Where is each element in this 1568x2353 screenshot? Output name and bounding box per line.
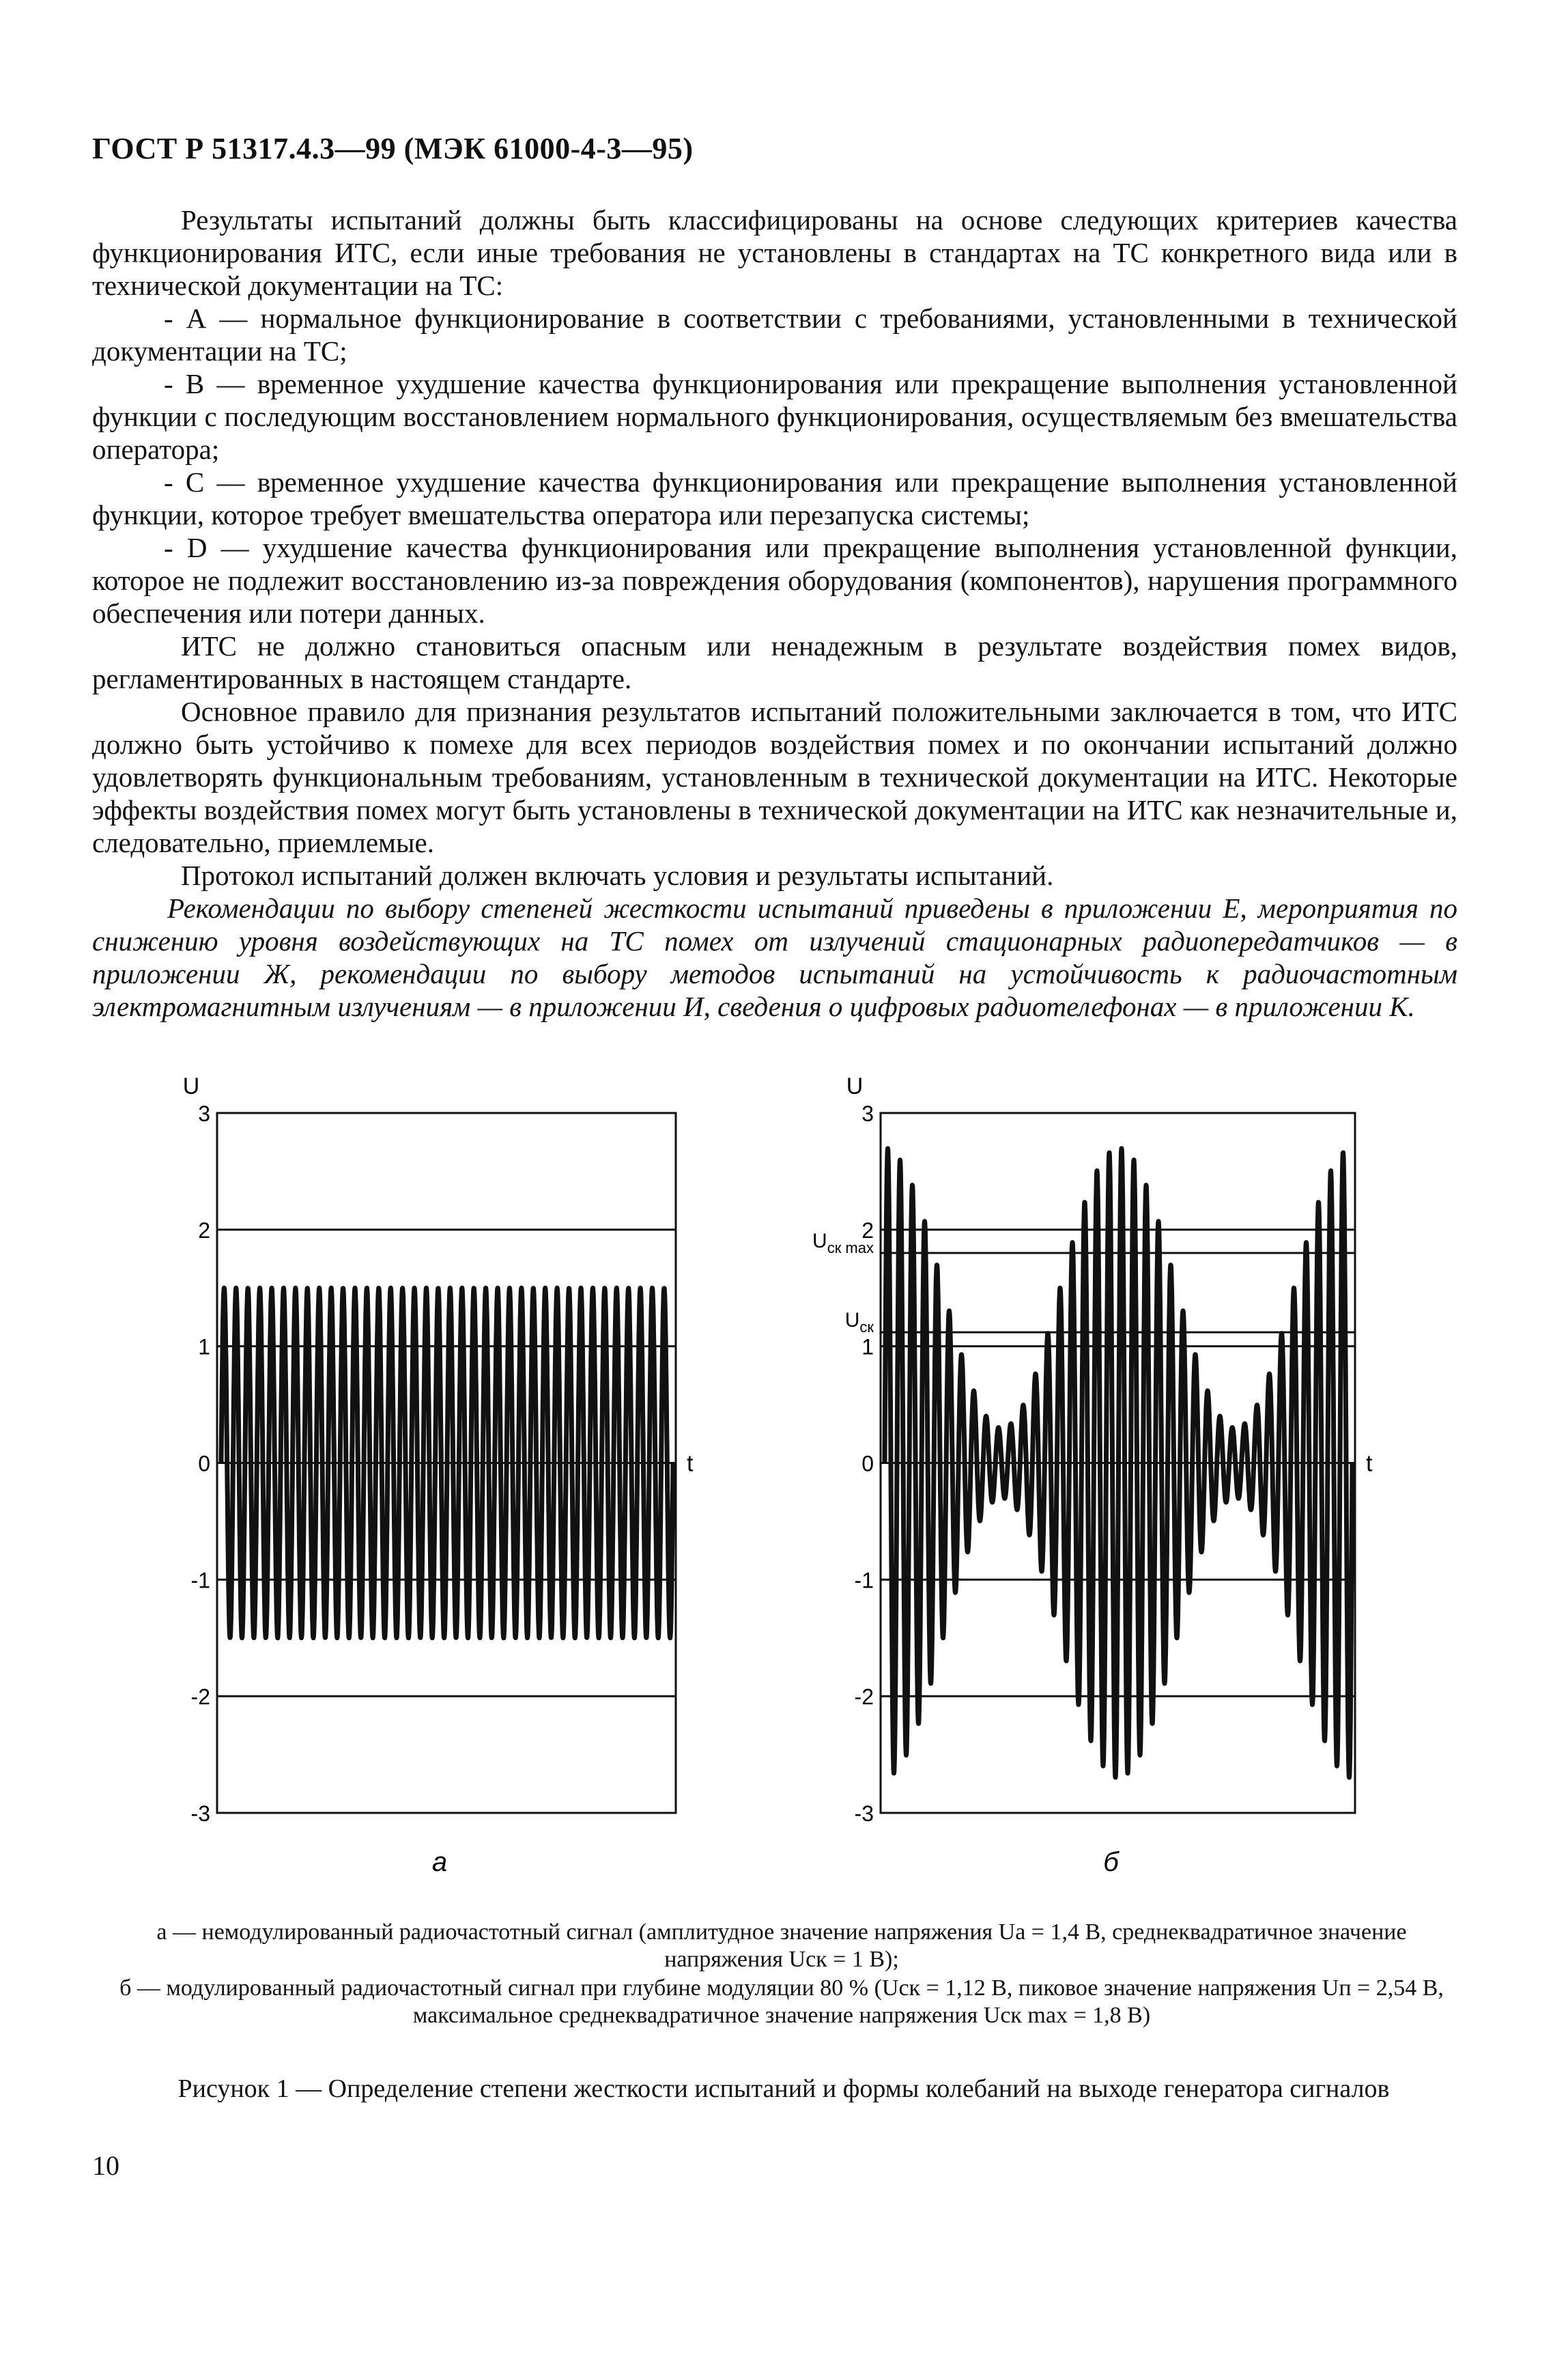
- figure-note-a: а — немодулированный радиочастотный сигнал (амплитудное значение напряжения Uа = 1,4 В, среднеквадратичное значение напряжения Uск = 1 В);: [156, 1919, 1407, 1972]
- paragraph-protocol: Протокол испытаний должен включать условия и результаты испытаний.: [181, 860, 1054, 891]
- panel-b-xlabel: t: [1366, 1450, 1373, 1477]
- panel-a-label: а: [431, 1847, 448, 1877]
- panel-b-reference-label: $U_{ск max}$: [812, 1230, 874, 1256]
- panel-a-tick-label: 0: [198, 1451, 210, 1476]
- figure-title: Рисунок 1 — Определение степени жесткости испытаний и формы колебаний на выходе генератора сигналов: [177, 2074, 1390, 2103]
- paragraph-criterion-c: - С — временное ухудшение качества функционирования или прекращение выполнения установленной функции, которое требует вмешательства оператора или перезапуска системы;: [92, 466, 1457, 531]
- panel-b-tick-label: 3: [861, 1101, 874, 1126]
- panel-b-tick-label: 1: [861, 1334, 874, 1359]
- document-header: ГОСТ Р 51317.4.3—99 (МЭК 61000-4-3—95): [92, 132, 694, 165]
- panel-b-reference-label: $U_{ск}$: [844, 1309, 874, 1336]
- page-number: 10: [92, 2150, 119, 2181]
- figure-1: [0, 1052, 1568, 1877]
- panel-a-xlabel: t: [687, 1450, 694, 1477]
- panel-a-tick-label: 1: [198, 1334, 210, 1359]
- panel-a-tick-label: -2: [190, 1685, 210, 1710]
- paragraph-criterion-b: - В — временное ухудшение качества функционирования или прекращение выполнения установленной функции с последующим восстановлением нормального функционирования, осуществляемым без вмешательства оператора;: [92, 368, 1457, 465]
- panel-a-waveform: [221, 1288, 673, 1638]
- paragraph-recommendations: Рекомендации по выбору степеней жесткости испытаний приведены в приложении Е, мероприятия по снижению уровня воздействующих на ТС помех от излучений стационарных радиопередатчиков — в приложении Ж, рекомендации по выбору методов испытаний на устойчивость к радиочастотным электромагнитным излучениям — в приложении И, сведения о цифровых радиотелефонах — в приложении К.: [92, 892, 1457, 1022]
- paragraph-criteria-intro: Результаты испытаний должны быть классифицированы на основе следующих критериев качества функционирования ИТС, если иные требования не установлены в стандартах на ТС конкретного вида или в технической документации на ТС:: [92, 204, 1457, 301]
- panel-b-tick-label: -2: [854, 1685, 874, 1710]
- figure-1-svg: [0, 1052, 1568, 1877]
- panel-a-tick-label: -3: [190, 1801, 210, 1826]
- panel-a-tick-label: 2: [198, 1217, 210, 1243]
- panel-a-ylabel: U: [182, 1073, 200, 1099]
- panel-a-tick-label: 3: [198, 1101, 210, 1126]
- figure-note-b: б — модулированный радиочастотный сигнал при глубине модуляции 80 % (Uск = 1,12 В, пиковое значение напряжения Uп = 2,54 В, максимальное среднеквадратичное значение напряжения Uск max = 1,8 В): [119, 1975, 1444, 2028]
- panel-b-ylabel: U: [846, 1073, 864, 1099]
- panel-a-tick-label: -1: [190, 1568, 210, 1593]
- panel-b-tick-label: 2: [861, 1217, 874, 1243]
- figure-notes: [96, 1919, 1468, 2031]
- paragraph-main-rule: Основное правило для признания результатов испытаний положительными заключается в том, что ИТС должно быть устойчиво к помехе для всех периодов воздействия помех и по окончании испытаний должно удовлетворять функциональным требованиям, установленным в технической документации на ИТС. Некоторые эффекты воздействия помех могут быть установлены в технической документации на ИТС как незначительные и, следовательно, приемлемые.: [92, 696, 1457, 858]
- panel-b-tick-label: -1: [854, 1568, 874, 1593]
- panel-b-label: б: [1103, 1847, 1119, 1877]
- panel-b-tick-label: 0: [861, 1451, 874, 1476]
- body-text: [92, 203, 1457, 1023]
- paragraph-safety: ИТС не должно становиться опасным или ненадежным в результате воздействия помех видов, регламентированных в настоящем стандарте.: [92, 630, 1457, 694]
- panel-b-tick-label: -3: [854, 1801, 874, 1826]
- paragraph-criterion-d: - D — ухудшение качества функционирования или прекращение выполнения установленной функции, которое не подлежит восстановлению из-за повреждения оборудования (компонентов), нарушения программного обеспечения или потери данных.: [92, 532, 1457, 629]
- paragraph-criterion-a: - А — нормальное функционирование в соответствии с требованиями, установленными в технической документации на ТС;: [92, 302, 1457, 367]
